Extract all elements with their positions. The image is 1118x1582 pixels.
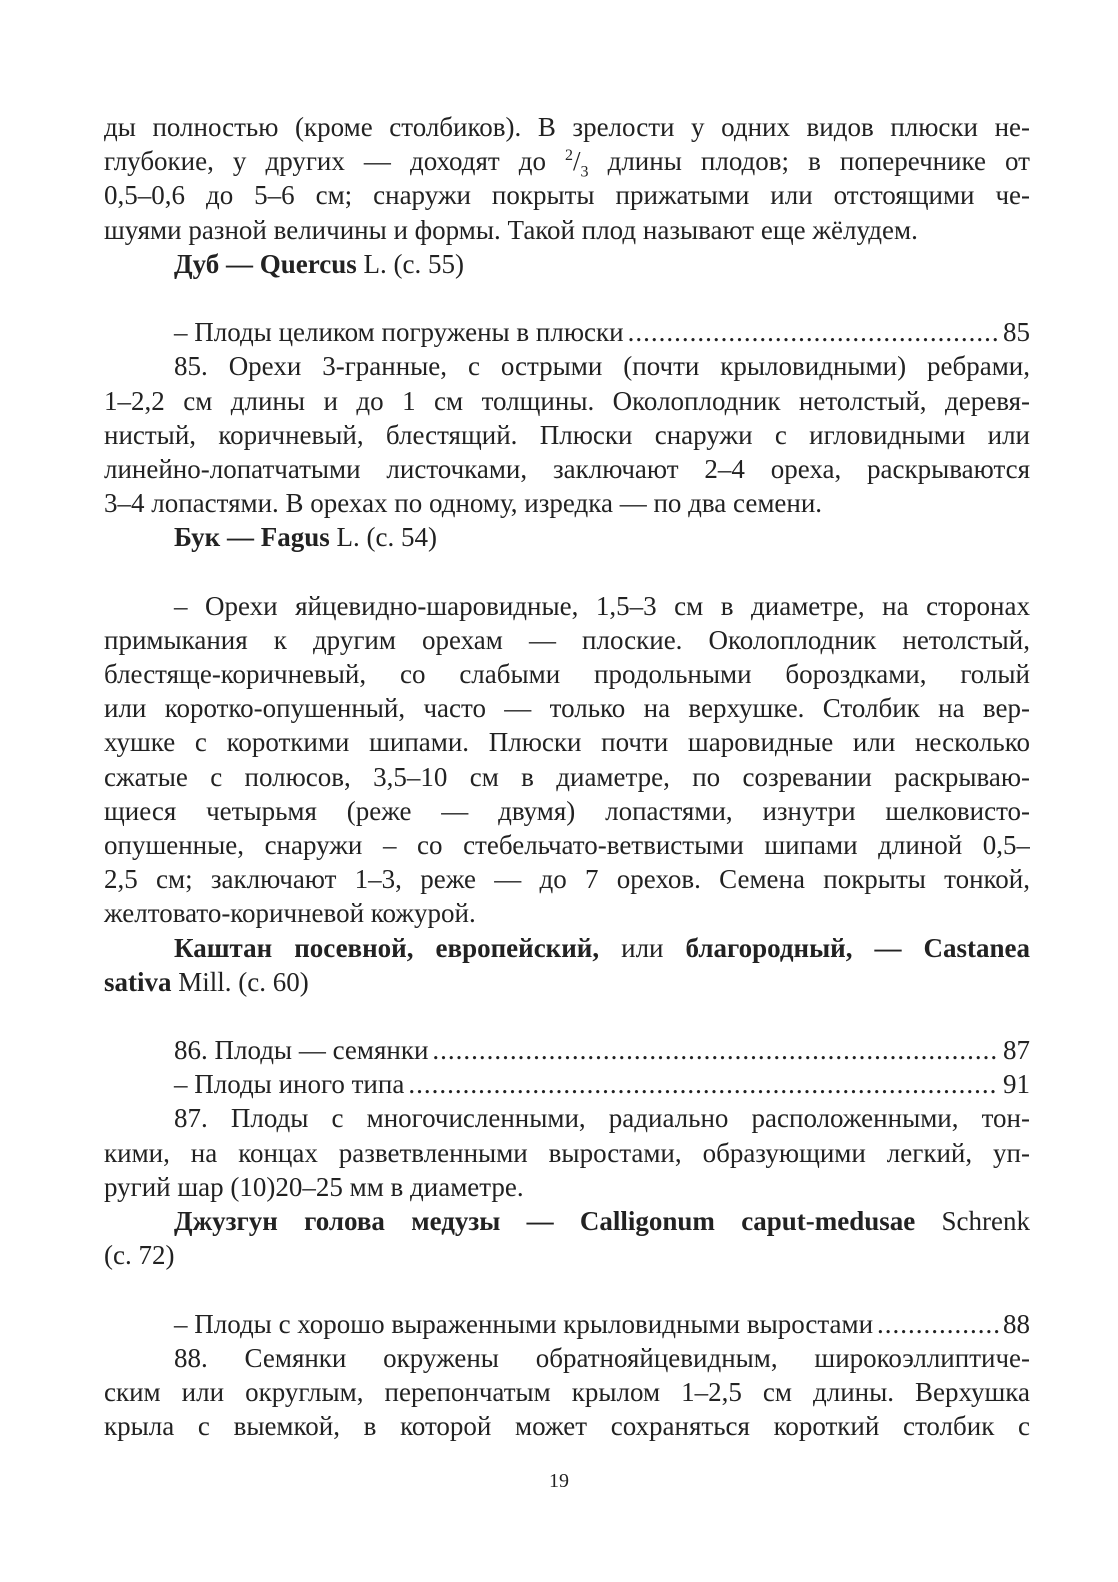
taxon-heading-quercus: Дуб — Quercus L. (с. 55) bbox=[174, 248, 464, 279]
taxon-heading-castanea: Каштан посевной, европейский, или благородный, — Castanea bbox=[174, 932, 1030, 963]
text-line: 87. Плоды с многочисленными, радиально расположенными, тон- bbox=[174, 1103, 1030, 1134]
text-line: ды полностью (кроме столбиков). В зрелости у одних видов плюски не- bbox=[104, 112, 1030, 142]
key-lead-line: – Плоды с хорошо выраженными крыловидными выростами ..... 88 bbox=[104, 1307, 1030, 1341]
text-line: крыла с выемкой, в которой может сохраняться короткий столбик с bbox=[104, 1411, 1030, 1442]
text-line: линейно-лопатчатыми листочками, заключают 2–4 ореха, раскрываются bbox=[104, 453, 1030, 484]
text-line: 1–2,2 см длины и до 1 см толщины. Околоплодник нетолстый, деревя- bbox=[104, 385, 1030, 416]
text-line: шуями разной величины и формы. Такой плод называют еще жёлудем. bbox=[104, 214, 918, 245]
text-line: 3–4 лопастями. В орехах по одному, изредка — по два семени. bbox=[104, 488, 823, 519]
page-number: 19 bbox=[549, 1470, 569, 1492]
text-line: глубокие, у других — доходят до $^2/_3$ длины плодов; в поперечнике от bbox=[104, 146, 1030, 179]
key-lead-line: – Плоды целиком погружены в плюски ..... 85 bbox=[104, 315, 1030, 349]
key-lead-line: – Плоды иного типа ..... 91 bbox=[104, 1067, 1030, 1101]
taxon-heading-fagus: Бук — Fagus L. (с. 54) bbox=[174, 522, 437, 553]
taxon-heading-calligonum: Джузгун голова медузы — Calligonum caput-medusae Schrenk bbox=[174, 1206, 1030, 1236]
text-line: ругий шар (10)20–25 мм в диаметре. bbox=[104, 1171, 524, 1202]
taxon-heading-castanea-cont: sativa Mill. (с. 60) bbox=[104, 966, 309, 997]
text-line: нистый, коричневый, блестящий. Плюски снаружи с игловидными или bbox=[104, 419, 1030, 450]
document-page bbox=[104, 110, 1030, 1443]
text-line: 85. Орехи 3-гранные, с острыми (почти крыловидными) ребрами, bbox=[174, 351, 1030, 382]
text-line: примыкания к другим орехам — плоские. Околоплодник нетолстый, bbox=[104, 624, 1030, 655]
text-line: ским или округлым, перепончатым крылом 1–2,5 см длины. Верхушка bbox=[104, 1376, 1030, 1407]
fraction: $^2/_3$ bbox=[565, 146, 589, 179]
taxon-heading-calligonum-page: (с. 72) bbox=[104, 1240, 175, 1271]
text-line: опушенные, снаружи – со стебельчато-ветвистыми шипами длиной 0,5– bbox=[104, 829, 1030, 860]
text-line: 2,5 см; заключают 1–3, реже — до 7 орехов. Семена покрыты тонкой, bbox=[104, 864, 1030, 895]
text-line: хушке с короткими шипами. Плюски почти шаровидные или несколько bbox=[104, 727, 1030, 758]
text-line: кими, на концах разветвленными выростами, образующими легкий, уп- bbox=[104, 1137, 1030, 1168]
text-line: щиеся четырьмя (реже — двумя) лопастями, изнутри шелковисто- bbox=[104, 795, 1030, 826]
text-line: сжатые с полюсов, 3,5–10 см в диаметре, по созревании раскрываю- bbox=[104, 761, 1030, 792]
text-line: блестяще-коричневый, со слабыми продольными бороздками, голый bbox=[104, 659, 1030, 689]
text-line: желтовато-коричневой кожурой. bbox=[104, 898, 476, 929]
text-line: 0,5–0,6 до 5–6 см; снаружи покрыты прижатыми или отстоящими че- bbox=[104, 180, 1030, 211]
text-line: – Орехи яйцевидно-шаровидные, 1,5–3 см в диаметре, на сторонах bbox=[174, 590, 1030, 621]
key-lead-line: 86. Плоды — семянки ..... 87 bbox=[104, 1033, 1030, 1067]
text-line: 88. Семянки окружены обратнояйцевидным, широкоэллиптиче- bbox=[174, 1342, 1030, 1373]
text-line: или коротко-опушенный, часто — только на верхушке. Столбик на вер- bbox=[104, 693, 1030, 724]
